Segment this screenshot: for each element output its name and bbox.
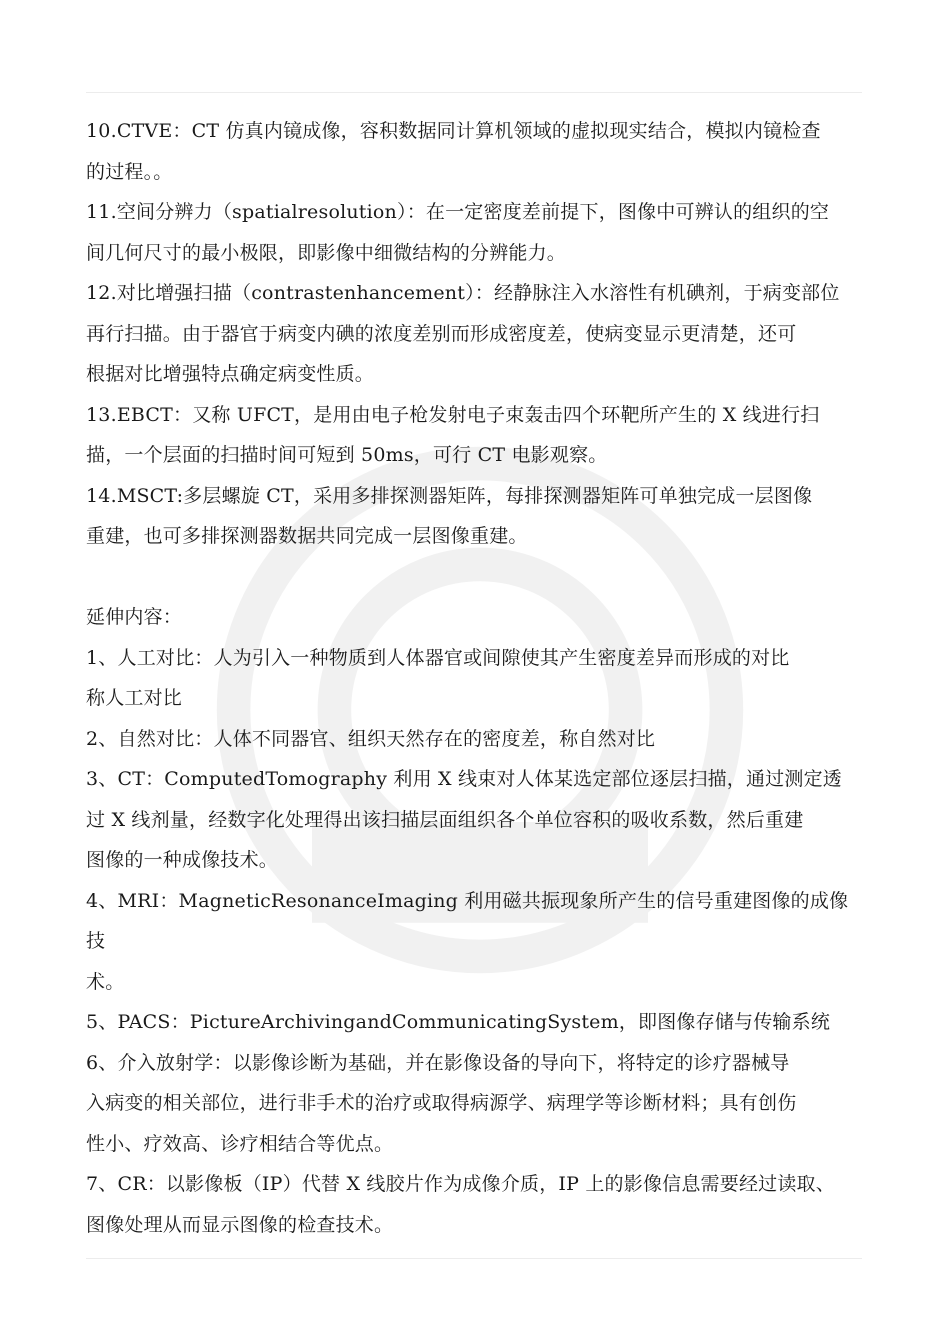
bottom-divider — [86, 1258, 862, 1259]
extension-item-3: 3、CT：ComputedTomography 利用 X 线束对人体某选定部位逐层扫描，通过测定透 过 X 线剂量，经数字化处理得出该扫描层面组织各个单位容积的吸收系数，然后重建 图像的一种成像技术。 — [86, 768, 842, 871]
section-gap — [86, 557, 864, 598]
definition-14: 14.MSCT:多层螺旋 CT，采用多排探测器矩阵，每排探测器矩阵可单独完成一层图像 重建，也可多排探测器数据共同完成一层图像重建。 — [86, 484, 813, 547]
definition-12: 12.对比增强扫描（contrastenhancement）：经静脉注入水溶性有机碘剂，于病变部位 再行扫描。由于器官于病变内碘的浓度差别而形成密度差，使病变显示更清楚，还可 根据对比增强特点确定病变性质。 — [86, 282, 840, 385]
extension-heading: 延伸内容： — [86, 606, 183, 628]
extension-item-1: 1、人工对比：人为引入一种物质到人体器官或间隙使其产生密度差异而形成的对比 称人工对比 — [86, 646, 790, 709]
extension-item-5: 5、PACS：PictureArchivingandCommunicatingSystem，即图像存储与传输系统 — [86, 1011, 831, 1033]
definition-13: 13.EBCT：又称 UFCT，是用由电子枪发射电子束轰击四个环靶所产生的 X 线进行扫 描，一个层面的扫描时间可短到 50ms，可行 CT 电影观察。 — [86, 403, 820, 466]
definition-10: 10.CTVE：CT 仿真内镜成像，容积数据同计算机领域的虚拟现实结合，模拟内镜检查 的过程。。 — [86, 120, 821, 183]
top-divider — [86, 92, 862, 93]
extension-item-2: 2、自然对比：人体不同器官、组织天然存在的密度差，称自然对比 — [86, 727, 656, 750]
document-body — [86, 111, 864, 1245]
extension-item-4: 4、MRI：MagneticResonanceImaging 利用磁共振现象所产生的信号重建图像的成像技 术。 — [86, 889, 849, 993]
extension-item-6: 6、介入放射学：以影像诊断为基础，并在影像设备的导向下，将特定的诊疗器械导 入病变的相关部位，进行非手术的治疗或取得病源学、病理学等诊断材料；具有创伤 性小、疗效高、诊疗相结合等优点。 — [86, 1051, 797, 1155]
extension-item-7: 7、CR：以影像板（IP）代替 X 线胶片作为成像介质，IP 上的影像信息需要经过读取、 图像处理从而显示图像的检查技术。 — [86, 1173, 835, 1236]
definition-11: 11.空间分辨力（spatialresolution）：在一定密度差前提下，图像中可辨认的组织的空 间几何尺寸的最小极限，即影像中细微结构的分辨能力。 — [86, 201, 830, 264]
